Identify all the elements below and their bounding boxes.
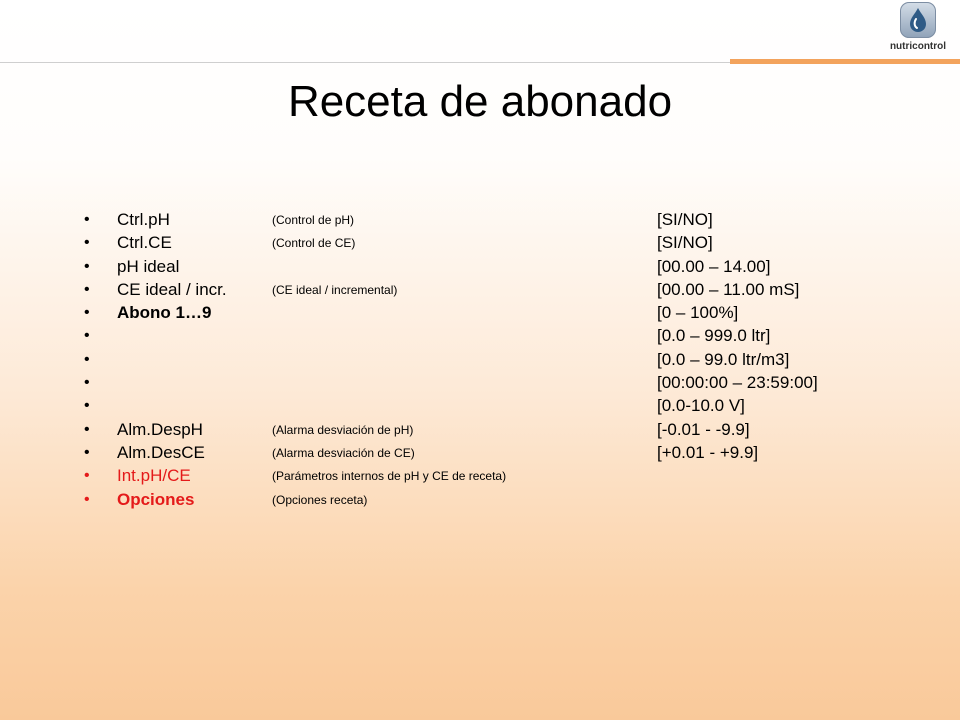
item-name: Abono 1…9 bbox=[117, 303, 212, 323]
header-accent-bar bbox=[730, 59, 960, 64]
item-name: Alm.DespH bbox=[117, 419, 203, 439]
list-item bbox=[84, 255, 944, 278]
drop-icon bbox=[900, 2, 936, 38]
item-description: (Control de pH) bbox=[272, 213, 355, 227]
bullet: • bbox=[84, 490, 90, 508]
item-range: [SI/NO] bbox=[657, 210, 713, 229]
nutricontrol-logo bbox=[880, 2, 956, 58]
item-range: [00.00 – 14.00] bbox=[657, 256, 771, 276]
list-item bbox=[84, 324, 944, 347]
item-description: (Opciones receta) bbox=[272, 492, 368, 507]
logo-text: nutricontrol bbox=[889, 41, 947, 52]
bullet: • bbox=[84, 234, 90, 252]
item-range: [SI/NO] bbox=[657, 233, 713, 253]
list-item bbox=[84, 278, 944, 301]
item-range: [0.0 – 99.0 ltr/m3] bbox=[657, 349, 790, 369]
item-description: (Alarma desviación de pH) bbox=[272, 422, 414, 437]
list-item-link[interactable] bbox=[84, 488, 944, 511]
list-item bbox=[84, 348, 944, 371]
header-divider bbox=[0, 62, 730, 63]
bullet: • bbox=[84, 397, 90, 415]
bullet: • bbox=[84, 374, 90, 392]
bullet: • bbox=[84, 304, 90, 322]
item-description: (Alarma desviación de CE) bbox=[272, 445, 415, 460]
item-range: [-0.01 - -9.9] bbox=[657, 419, 750, 439]
bullet: • bbox=[84, 257, 90, 275]
bullet: • bbox=[84, 420, 90, 438]
list-item bbox=[84, 394, 944, 417]
item-range: [00.00 – 11.00 mS] bbox=[657, 279, 800, 299]
parameter-list bbox=[84, 208, 944, 511]
bullet: • bbox=[84, 467, 90, 485]
item-range: [0.0-10.0 V] bbox=[657, 396, 745, 416]
item-description: (CE ideal / incremental) bbox=[272, 282, 398, 297]
item-description: (Control de CE) bbox=[272, 236, 356, 251]
item-range: [00:00:00 – 23:59:00] bbox=[657, 373, 818, 393]
list-item bbox=[84, 208, 944, 231]
item-name: Alm.DesCE bbox=[117, 442, 205, 462]
list-item bbox=[84, 441, 944, 464]
item-name: Ctrl.pH bbox=[117, 210, 170, 229]
item-name[interactable]: Int.pH/CE bbox=[117, 466, 191, 486]
bullet: • bbox=[84, 350, 90, 368]
item-name: CE ideal / incr. bbox=[117, 279, 227, 299]
item-name: pH ideal bbox=[117, 256, 180, 276]
bullet: • bbox=[84, 280, 90, 298]
list-item bbox=[84, 371, 944, 394]
item-range: [+0.01 - +9.9] bbox=[657, 442, 759, 462]
bullet: • bbox=[84, 443, 90, 461]
list-item-link[interactable] bbox=[84, 464, 944, 487]
item-description: (Parámetros internos de pH y CE de receta) bbox=[272, 469, 507, 484]
bullet: • bbox=[84, 211, 90, 228]
list-item bbox=[84, 231, 944, 254]
item-name[interactable]: Opciones bbox=[117, 489, 195, 509]
bullet: • bbox=[84, 327, 90, 345]
item-range: [0.0 – 999.0 ltr] bbox=[657, 326, 771, 346]
slide-title: Receta de abonado bbox=[287, 77, 673, 126]
item-range: [0 – 100%] bbox=[657, 303, 739, 323]
list-item bbox=[84, 418, 944, 441]
list-item bbox=[84, 301, 944, 324]
item-name: Ctrl.CE bbox=[117, 233, 172, 253]
